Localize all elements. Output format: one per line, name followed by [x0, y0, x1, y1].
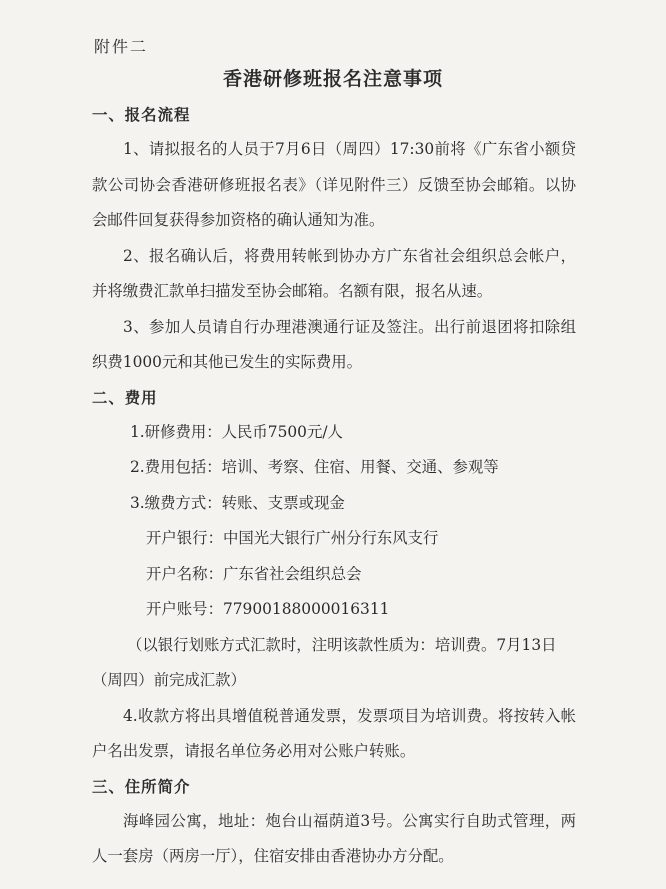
fee-item-1: 1.研修费用：人民币7500元/人 — [130, 422, 343, 441]
registration-step-1: 1、请拟报名的人员于7月6日（周四）17:30前将《广东省小额贷款公司协会香港研修班报名表》（详见附件三）反馈至协会邮箱。以协会邮件回复获得参加资格的确认通知为准。 — [92, 140, 576, 229]
fee-item-3: 3.缴费方式：转账、支票或现金 — [130, 493, 345, 512]
account-bank: 开户银行：中国光大银行广州分行东风支行 — [146, 529, 439, 547]
account-name: 开户名称：广东省社会组织总会 — [146, 564, 362, 583]
accommodation-description: 海峰园公寓，地址：炮台山福荫道3号。公寓实行自助式管理，两人一套房（两房一厅），住宿安排由香港协办方分配。 — [92, 811, 576, 865]
fee-item-4: 4.收款方将出具增值税普通发票，发票项目为培训费。将按转入帐户名出发票，请报名单位务必用对公账户转账。 — [92, 706, 576, 760]
document-body — [92, 98, 576, 875]
section-heading-accommodation: 三、住所简介 — [92, 777, 191, 796]
annex-label: 附件二 — [94, 37, 149, 56]
section-heading-registration: 一、报名流程 — [92, 106, 191, 124]
fee-item-2: 2.费用包括：培训、考察、住宿、用餐、交通、参观等 — [130, 458, 499, 476]
registration-step-2: 2、报名确认后，将费用转帐到协办方广东省社会组织总会帐户，并将缴费汇款单扫描发至协会邮箱。名额有限，报名从速。 — [92, 246, 576, 300]
registration-step-3: 3、参加人员请自行办理港澳通行证及签注。出行前退团将扣除组织费1000元和其他已发生的实际费用。 — [92, 317, 576, 371]
document-title: 香港研修班报名注意事项 — [222, 68, 443, 90]
account-number: 开户账号：77900188000016311 — [146, 600, 390, 618]
section-heading-fees: 二、费用 — [92, 388, 158, 407]
payment-note: （以银行划账方式汇款时，注明该款性质为：培训费。7月13日（周四）前完成汇款） — [92, 635, 557, 689]
